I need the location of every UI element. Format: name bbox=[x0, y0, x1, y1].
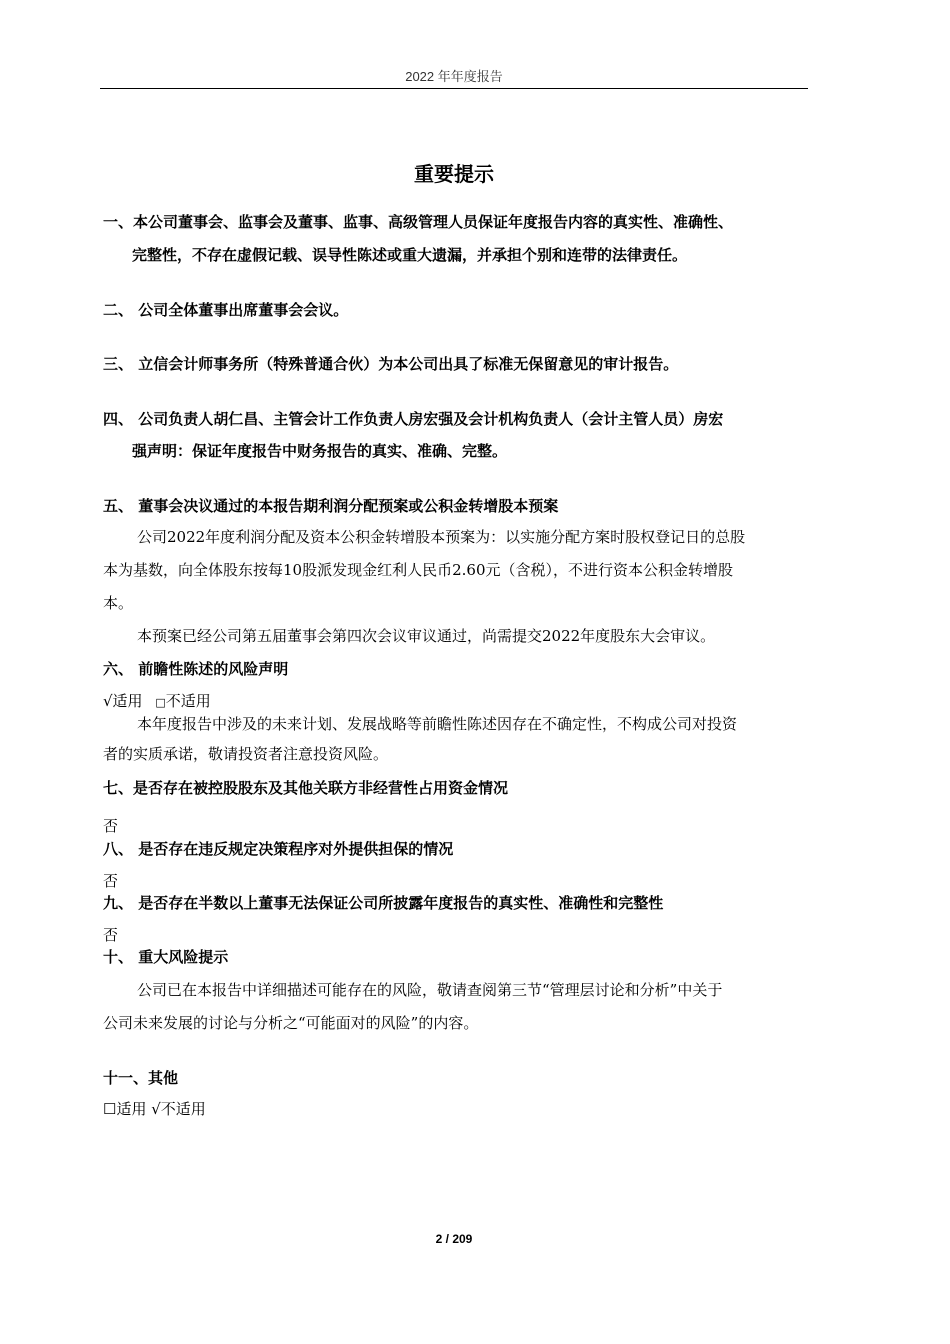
page-number: 2 / 209 bbox=[435, 1232, 473, 1246]
item-5-para-1-line-1: 公司2022年度利润分配及资本公积金转增股本预案为：以实施分配方案时股权登记日的总股 bbox=[137, 528, 746, 546]
not-applicable-label: 不适用 bbox=[165, 692, 211, 710]
header-divider bbox=[100, 88, 808, 89]
item-8-answer: 否 bbox=[103, 872, 119, 890]
item-10-para-line-2: 公司未来发展的讨论与分析之“可能面对的风险”的内容。 bbox=[103, 1014, 479, 1032]
item-7-heading: 七、是否存在被控股股东及其他关联方非经营性占用资金情况 bbox=[103, 779, 509, 797]
page-title: 重要提示 bbox=[414, 162, 494, 186]
unchecked-box-icon: □ bbox=[155, 696, 166, 709]
item-6-heading: 六、 前瞻性陈述的风险声明 bbox=[103, 660, 289, 678]
item-1-line-2: 完整性，不存在虚假记载、误导性陈述或重大遗漏，并承担个别和连带的法律责任。 bbox=[132, 246, 688, 264]
item-8-heading: 八、 是否存在违反规定决策程序对外提供担保的情况 bbox=[103, 840, 454, 858]
applicable-checked-label: √适用 bbox=[103, 692, 143, 710]
item-6-para-line-1: 本年度报告中涉及的未来计划、发展战略等前瞻性陈述因存在不确定性，不构成公司对投资 bbox=[137, 715, 738, 733]
item-10-heading: 十、 重大风险提示 bbox=[103, 948, 229, 966]
item-3: 三、 立信会计师事务所（特殊普通合伙）为本公司出具了标准无保留意见的审计报告。 bbox=[103, 355, 679, 373]
item-10-para-line-1: 公司已在本报告中详细描述可能存在的风险，敬请查阅第三节“管理层讨论和分析”中关于 bbox=[137, 981, 723, 999]
item-11-heading: 十一、其他 bbox=[103, 1069, 179, 1087]
item-4-line-1: 四、 公司负责人胡仁昌、主管会计工作负责人房宏强及会计机构负责人（会计主管人员）房宏 bbox=[103, 410, 724, 428]
item-4-line-2: 强声明：保证年度报告中财务报告的真实、准确、完整。 bbox=[132, 442, 508, 460]
item-9-heading: 九、 是否存在半数以上董事无法保证公司所披露年度报告的真实性、准确性和完整性 bbox=[103, 894, 664, 912]
item-7-answer: 否 bbox=[103, 817, 119, 835]
page-header: 2022 年年度报告 bbox=[405, 69, 503, 84]
item-6-para-line-2: 者的实质承诺，敬请投资者注意投资风险。 bbox=[103, 745, 389, 763]
item-11-checkbox-row: ☐适用 √不适用 bbox=[103, 1100, 206, 1118]
item-5-heading: 五、 董事会决议通过的本报告期利润分配预案或公积金转增股本预案 bbox=[103, 497, 559, 515]
item-5-para-2: 本预案已经公司第五届董事会第四次会议审议通过，尚需提交2022年度股东大会审议。 bbox=[137, 627, 716, 645]
item-1-line-1: 一、本公司董事会、监事会及董事、监事、高级管理人员保证年度报告内容的真实性、准确性、 bbox=[103, 213, 734, 231]
item-2: 二、 公司全体董事出席董事会会议。 bbox=[103, 301, 349, 319]
item-9-answer: 否 bbox=[103, 926, 119, 944]
item-5-para-1-line-3: 本。 bbox=[103, 594, 134, 612]
item-6-checkbox-row bbox=[103, 690, 211, 711]
item-5-para-1-line-2: 本为基数，向全体股东按每10股派发现金红利人民币2.60元（含税），不进行资本公积金转增股 bbox=[103, 561, 733, 579]
